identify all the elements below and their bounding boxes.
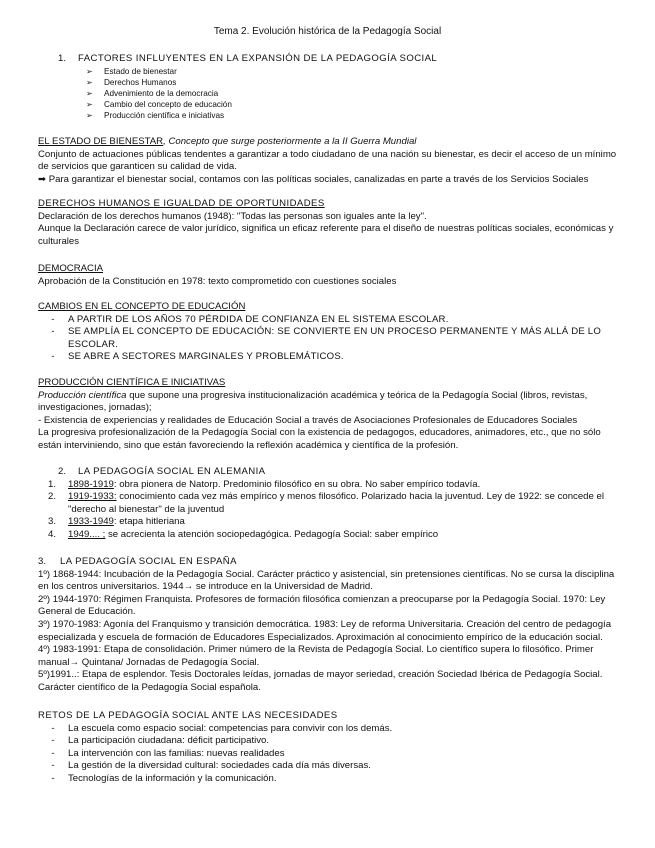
estado-subtitle: , Concepto que surge posteriormente a la II Guerra Mundial	[163, 136, 417, 147]
period-label: 1949.... ;	[68, 528, 106, 540]
dash-bullet: -	[51, 772, 55, 784]
arrow-bullet-icon: ➢	[86, 66, 93, 76]
dash-bullet: -	[51, 722, 55, 734]
list-item-text	[68, 491, 623, 516]
espana-period-1: 1º) 1868-1944: Incubación de la Pedagogía Social. Carácter práctico y asistencial, sin pretensiones científicas. No se cursa la disciplina en los centros universitarios. 1944→ se introduce en la Universidad de Madrid.	[38, 568, 615, 593]
section-estado-bienestar	[38, 136, 623, 186]
list-item	[86, 88, 623, 99]
alemania-heading-row	[38, 466, 623, 479]
list-item-text	[68, 479, 480, 492]
produccion-paragraph-1	[38, 390, 623, 415]
list-item	[86, 99, 623, 110]
list-item-number: 1.	[48, 478, 57, 490]
list-item	[38, 529, 623, 542]
estado-heading-line	[38, 136, 623, 149]
espana-heading: LA PEDAGOGÍA SOCIAL EN ESPAÑA	[60, 556, 237, 567]
list-item	[38, 479, 623, 492]
dash-bullet: -	[51, 351, 55, 363]
list-item	[38, 491, 623, 516]
factores-heading-row	[38, 53, 623, 66]
espana-number: 3.	[38, 556, 47, 567]
factores-number: 1.	[57, 53, 66, 64]
list-item	[86, 66, 623, 77]
espana-period-4: 4º) 1983-1991: Etapa de consolidación. Primer número de la Revista de Pedagogía Social. Lo científico supera lo filosófico. Primer manual→ Quintana/ Jornadas de Pedagogía Social.	[38, 644, 594, 668]
dash-bullet: -	[51, 313, 55, 325]
derechos-paragraph-2: Aunque la Declaración carece de valor jurídico, significa un eficaz referente para el diseño de nuestras políticas sociales, económicas y culturales	[38, 223, 614, 247]
period-description: : etapa hitleriana	[113, 516, 185, 528]
alemania-number: 2.	[57, 466, 66, 477]
period-description: : obra pionera de Natorp. Predominio filosófico en su obra. No saber empírico todavía.	[113, 478, 481, 490]
list-item-number: 2.	[48, 491, 57, 503]
retos-list	[38, 723, 623, 786]
cambios-heading: CAMBIOS EN EL CONCEPTO DE EDUCACIÓN	[38, 301, 246, 312]
arrow-bullet-icon: ➢	[86, 99, 93, 109]
section-espana	[38, 556, 623, 695]
produccion-italic-term: Producción científica	[38, 389, 127, 401]
factores-list	[38, 66, 623, 121]
list-item	[86, 110, 623, 121]
list-item	[86, 77, 623, 88]
list-item-text: Derechos Humanos	[104, 77, 177, 87]
cambios-list	[38, 314, 623, 364]
alemania-heading: LA PEDAGOGÍA SOCIAL EN ALEMANIA	[78, 466, 266, 477]
espana-heading-row	[38, 556, 623, 569]
period-label: 1919-1933:	[68, 491, 117, 503]
democracia-heading: DEMOCRACIA	[38, 263, 104, 274]
section-factores	[38, 53, 623, 121]
espana-period-2: 2º) 1944-1970: Régimen Franquista. Profesores de formación filosófica comienzan a preocuparse por la Pedagogía Social. 1970: Ley General de Educación.	[38, 593, 606, 618]
period-description: conocimiento cada vez más empírico y menos filosófico. Polarizado hacia la juventud. Ley de 1922: se concede el "derecho al bienestar" de la juventud	[68, 491, 604, 515]
period-description: se acrecienta la atención sociopedagógica. Pedagogía Social: saber empírico	[105, 528, 439, 540]
list-item	[38, 351, 623, 364]
period-label: 1933-1949	[68, 516, 114, 528]
dash-bullet: -	[51, 326, 55, 338]
document-title: Tema 2. Evolución histórica de la Pedagogía Social	[213, 26, 442, 37]
produccion-paragraph-3: La progresiva profesionalización de la Pedagogía Social con la existencia de pedagogos, educadores, animadores, etc., que no sólo están interviniendo, sino que están favoreciendo la reflexión académica y científica de la profesión.	[38, 427, 601, 451]
list-item	[38, 773, 623, 786]
list-item	[38, 326, 623, 351]
list-item-text	[68, 516, 185, 529]
produccion-paragraph-1-text: que supone una progresiva institucionalización académica y teórica de la Pedagogía Social (libros, revistas, investigaciones, jornadas);	[38, 389, 588, 414]
list-item	[38, 516, 623, 529]
list-item-text: SE ABRE A SECTORES MARGINALES Y PROBLEMÁTICOS.	[68, 351, 344, 363]
list-item-text: La intervención con las familias: nuevas realidades	[68, 747, 285, 759]
section-cambios	[38, 301, 623, 364]
section-derechos	[38, 198, 623, 248]
list-item	[38, 748, 623, 761]
arrow-bullet-icon: ➢	[86, 77, 93, 87]
alemania-list	[38, 479, 623, 542]
democracia-paragraph: Aprobación de la Constitución en 1978: texto comprometido con cuestiones sociales	[38, 275, 397, 287]
estado-paragraph-2: ➡ Para garantizar el bienestar social, contamos con las políticas sociales, canalizadas en parte a través de los Servicios Sociales	[38, 173, 589, 185]
list-item	[38, 735, 623, 748]
list-item-text: Producción científica e iniciativas	[104, 110, 225, 120]
factores-heading: FACTORES INFLUYENTES EN LA EXPANSIÓN DE LA PEDAGOGÍA SOCIAL	[78, 53, 438, 64]
produccion-paragraph-2: - Existencia de experiencias y realidades de Educación Social a través de Asociaciones Profesionales de Educadores Sociales	[38, 414, 578, 426]
dash-bullet: -	[51, 735, 55, 747]
estado-heading: EL ESTADO DE BIENESTAR	[38, 136, 164, 147]
section-democracia	[38, 263, 623, 288]
derechos-heading: DERECHOS HUMANOS E IGUALDAD DE OPORTUNIDADES	[38, 198, 325, 209]
dash-bullet: -	[51, 747, 55, 759]
arrow-bullet-icon: ➢	[86, 110, 93, 120]
list-item-text: A PARTIR DE LOS AÑOS 70 PÉRDIDA DE CONFIANZA EN EL SISTEMA ESCOLAR.	[68, 313, 449, 325]
list-item-text: SE AMPLÍA EL CONCEPTO DE EDUCACIÓN: SE CONVIERTE EN UN PROCESO PERMANENTE Y MÁS ALLÁ DE LO ESCOLAR.	[68, 326, 602, 350]
retos-heading: RETOS DE LA PEDAGOGÍA SOCIAL ANTE LAS NECESIDADES	[38, 710, 338, 721]
section-produccion	[38, 377, 623, 453]
list-item-text: Estado de bienestar	[104, 66, 177, 76]
list-item-text: Advenimiento de la democracia	[104, 88, 219, 98]
list-item	[38, 760, 623, 773]
list-item	[38, 314, 623, 327]
list-item-text: Cambio del concepto de educación	[104, 99, 232, 109]
list-item-number: 4.	[48, 528, 57, 540]
espana-period-3: 3º) 1970-1983: Agonía del Franquismo y transición democrática. 1983: Ley de reforma Universitaria. Creación del centro de pedagogía especializada y escuela de formación de Educadores Especializados. Aproximación al conocimiento empírico de la educación social.	[38, 618, 612, 643]
list-item-number: 3.	[48, 516, 57, 528]
list-item-text: Tecnologías de la información y la comunicación.	[68, 772, 277, 784]
dash-bullet: -	[51, 760, 55, 772]
espana-period-5: 5º)1991..: Etapa de esplendor. Tesis Doctorales leídas, jornadas de mayor seriedad, creación Sociedad Ibérica de Pedagogía Social. Carácter científico de la Pedagogía Social española.	[38, 669, 603, 693]
list-item-text: La gestión de la diversidad cultural: sociedades cada día más diversas.	[68, 760, 371, 772]
list-item-text	[68, 529, 438, 542]
list-item-text: La participación ciudadana: déficit participativo.	[68, 735, 270, 747]
list-item-text: La escuela como espacio social: competencias para convivir con los demás.	[68, 722, 393, 734]
period-label: 1898-1919	[68, 478, 114, 490]
list-item	[38, 723, 623, 736]
arrow-bullet-icon: ➢	[86, 88, 93, 98]
section-retos	[38, 710, 623, 786]
produccion-heading: PRODUCCIÓN CIENTÍFICA E INICIATIVAS	[38, 377, 226, 388]
estado-paragraph-1: Conjunto de actuaciones públicas tendentes a garantizar a todo ciudadano de una nación su bienestar, es decir el acceso de un mínimo de servicios que garanticen su calidad de vida.	[38, 148, 617, 173]
section-alemania	[38, 466, 623, 542]
derechos-paragraph-1: Declaración de los derechos humanos (1948): "Todas las personas son iguales ante la ley".	[38, 210, 427, 222]
